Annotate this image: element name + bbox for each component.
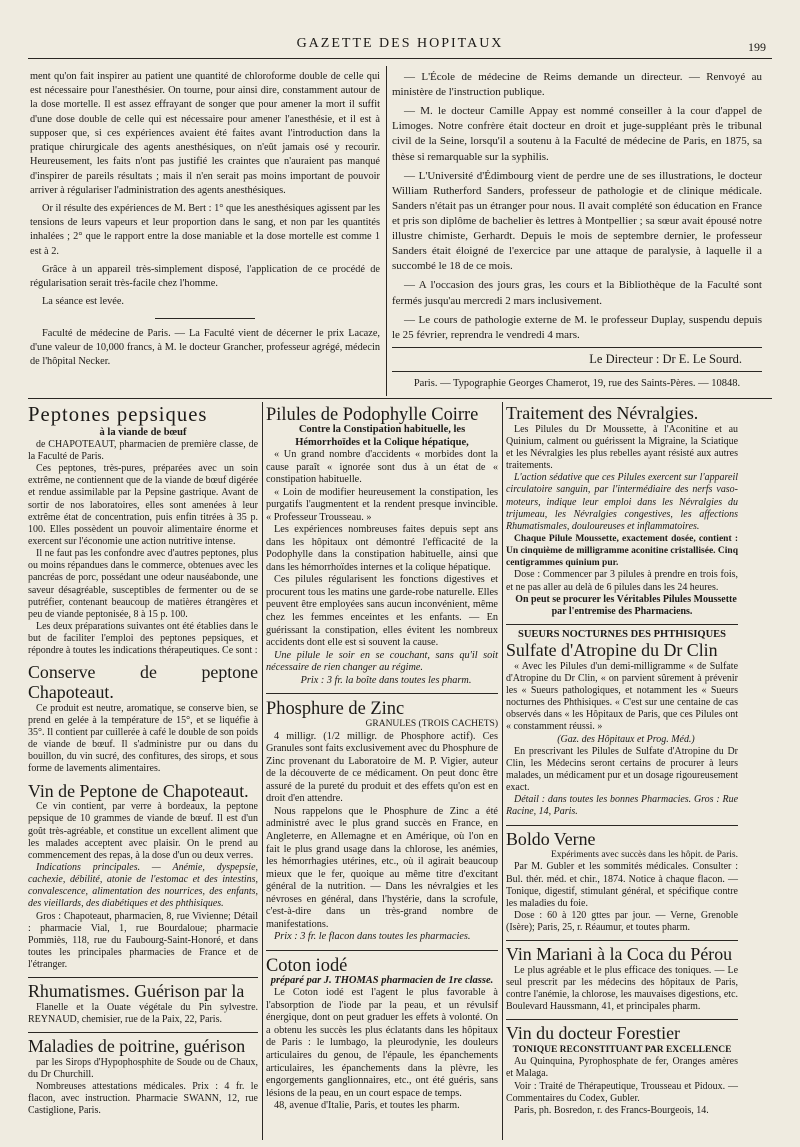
ad-conserve-peptone bbox=[28, 663, 258, 775]
ad-text: « Avec les Pilules d'un demi-milligramme « de Sulfate d'Atropine du Dr Clin, « on parvient sûrement à prévenir les « Sueurs pathologiques, et notamment les « Sueurs nocturnes des Phthisiques. « C'est sur une centaine de cas observés dans « les Hôpitaux de Paris, que ces Pilules ont « constamment réussi. » bbox=[506, 660, 738, 733]
article-paragraph: Grâce à un appareil très-simplement disposé, l'application de ce procédé de régularisation serait très-facile chez l'homme. bbox=[30, 263, 380, 290]
ad-text: Paris, ph. Bosredon, r. des Francs-Bourgeois, 14. bbox=[514, 1104, 709, 1116]
ad-text: Il ne faut pas les confondre avec d'autres peptones, plus ou moins répandues dans le commerce, obtenues avec les pancréas de porc, possédant une odeur nauséabonde, une saveur désagréable, susceptibles de fermenter ou de se putréfier, contenant beaucoup de matières étrangères et peu de viande peptonisée, 8 à 15 p. 100. bbox=[28, 548, 258, 620]
ad-podophylle bbox=[266, 404, 498, 687]
imprint-line: Paris. — Typographie Georges Chamerot, 19, rue des Saints-Pères. — 10848. bbox=[413, 377, 741, 389]
ad-phosphure-zinc bbox=[266, 698, 498, 944]
ad-title: Pilules de Podophylle Coirre bbox=[266, 404, 479, 424]
ad-boldo-verne bbox=[506, 830, 738, 935]
ad-divider bbox=[506, 1019, 738, 1020]
ads-column-2 bbox=[266, 404, 498, 1119]
news-item: — L'École de médecine de Reims demande un directeur. — Renvoyé au ministère de l'instruction publique. bbox=[392, 71, 762, 99]
page-header bbox=[28, 30, 772, 56]
ad-text: On peut se procurer les Véritables Pilules Moussette par l'entremise des Pharmaciens. bbox=[515, 593, 737, 617]
ad-vin-mariani bbox=[506, 945, 738, 1013]
ad-text: « Loin de modifier heureusement la constipation, les purgatifs l'augmentent et la rendent presque invincible. « Professeur Trousseau. » bbox=[266, 486, 498, 523]
ad-text: Flanelle et la Ouate végétale du Pin sylvestre. REYNAUD, chemisier, rue de la Paix, 22, Paris. bbox=[28, 1001, 258, 1026]
news-item: — Le cours de pathologie externe de M. le professeur Duplay, suspendu depuis le 25 février, reprendra le vendredi 4 mars. bbox=[392, 313, 762, 341]
ad-text: Le Coton iodé est l'agent le plus favorable à l'absorption de l'iode par la peau, et un révulsif énergique, dont on peut graduer les effets à volonté. On a obtenu les succès les plus éclatants dans les hôpitaux de Paris : le lumbago, la pleurodynie, les douleurs articulaires du genou, de l'épaule, les épanchements articulaires, les épanchements dans la plèvre, les engorgements ganglionnaires, etc., ont été guéris, sans lésions de la peau, en un court espace de temps. bbox=[266, 987, 498, 1099]
ad-tag: Expériments avec succès dans les hôpit. de Paris. bbox=[550, 850, 738, 861]
ad-text: Dose : Commencer par 3 pilules à prendre en trois fois, et ne pas aller au delà de 6 pilules dans les 24 heures. bbox=[506, 569, 738, 593]
ad-text: Les Pilules du Dr Moussette, à l'Aconitine et au Quinium, calment ou guérissent la Migraine, la Sciatique et les Névralgies les plus rebelles ayant résisté aux autres traitements. bbox=[506, 423, 738, 472]
ad-title: Traitement des Névralgies. bbox=[506, 403, 699, 423]
article-paragraph: La séance est levée. bbox=[42, 296, 124, 308]
ad-text: Indications principales. — Anémie, dyspepsie, cachexie, débilité, atonie de l'estomac et des intestins, convalescence, alimentation des nourrices, des enfants, des vieillards, des diabétiques et des phthisiques. bbox=[28, 862, 258, 910]
header-rule bbox=[28, 58, 772, 59]
ad-title: Phosphure de Zinc bbox=[266, 698, 405, 719]
ad-text: Détail : dans toutes les bonnes Pharmacies. Gros : Rue Racine, 14, Paris. bbox=[506, 794, 738, 818]
ad-address: 48, avenue d'Italie, Paris, et toutes les pharm. bbox=[274, 1100, 460, 1112]
ad-text: 4 milligr. (1/2 milligr. de Phosphore actif). Ces Granules sont faits exclusivement avec du Phosphure de Zinc provenant du Laboratoire de M. P. Vigier, auteur de la découverte de ce médicament. On peut donc être assuré de la pureté du produit et des effets qu'on est en droit d'en attendre. bbox=[266, 730, 498, 805]
ad-title: Sulfate d'Atropine du Dr Clin bbox=[506, 640, 718, 661]
director-signature: Le Directeur : Dr E. Le Sourd. bbox=[589, 351, 742, 366]
article-paragraph: Or il résulte des expériences de M. Bert : 1° que les anesthésiques agissent par les tensions de leurs vapeurs et leur proportion dans le sang, et non par les quantités inhalées ; 2° que le rapport entre la dose maniable et la dose mortelle est comme 1 est à 2. bbox=[30, 202, 380, 257]
ad-divider bbox=[28, 977, 258, 978]
ad-title: Vin du docteur Forestier bbox=[506, 1023, 681, 1044]
ad-text: Nombreuses attestations médicales. Prix : 4 fr. le flacon, avec instruction. Pharmacie SWANN, 12, rue Castiglione, Paris. bbox=[28, 1081, 258, 1117]
ad-title: Maladies de poitrine, guérison bbox=[28, 1036, 246, 1057]
ad-text: Au Quinquina, Pyrophosphate de fer, Oranges amères et Malaga. bbox=[506, 1056, 738, 1080]
ad-text: Les deux préparations suivantes ont été établies dans le but de faciliter l'emploi des peptones pepsiques, et répondre à toutes les indications thérapeutiques. Ce sont : bbox=[28, 621, 258, 657]
ad-price: Prix : 3 fr. le flacon dans toutes les pharmacies. bbox=[274, 931, 471, 943]
news-item: — M. le docteur Camille Appay est nommé conseiller à la cour d'appel de Limoges. Notre confrère était docteur en droit et juge-suppléant près le tribunal civil de la Seine, lorsqu'il a soutenu à la Faculté de médecine de Paris, en 1875, sa thèse si remarquable sur la syphilis. bbox=[392, 105, 762, 163]
ad-subtitle: TONIQUE RECONSTITUANT PAR EXCELLENCE bbox=[512, 1045, 732, 1056]
ads-divider-1 bbox=[262, 402, 263, 1140]
ad-title: Coton iodé bbox=[266, 954, 348, 975]
ad-nevralgies bbox=[506, 404, 738, 618]
ad-text: Dose : 60 à 120 gttes par jour. — Verne, Grenoble (Isère); Paris, 25, r. Réaumur, et toutes pharm. bbox=[506, 909, 738, 934]
ad-text: Par M. Gubler et les sommités médicales. Consulter : Bul. thér. méd. et chir., 1874. Notice à chaque flacon. — Tonique, digestif, stimulant général, et spécifique contre les maladies du foie. bbox=[506, 861, 738, 909]
ad-vin-peptone bbox=[28, 782, 258, 972]
ad-title: Conserve de peptone Chapoteaut. bbox=[28, 662, 258, 703]
section-divider bbox=[155, 318, 255, 319]
journal-title: GAZETTE DES HOPITAUX bbox=[296, 36, 504, 51]
ads-column-3 bbox=[506, 404, 738, 1123]
ad-text: Voir : Traité de Thérapeutique, Trousseau et Pidoux. — Commentaires du Codex, Gubler. bbox=[506, 1080, 738, 1104]
ad-text: Nous rappelons que le Phosphure de Zinc a été administré avec le plus grand succès en France, en Angleterre, en Allemagne et en Amérique, où l'on en fait le plus grand usage dans la chlorose, les anémies, les hémorrhagies utérines, etc., où il agirait beaucoup mieux que le fer, quoique au même titre d'excitant général de la nutrition. — Dans les névralgies et les névroses en général, dans l'hystérie, dans la scrofule, c'est-à-dire dans un très-grand nombre de manifestations. bbox=[266, 805, 498, 930]
faculty-news: Faculté de médecine de Paris. — La Faculté vient de décerner le prix Lacaze, d'une valeur de 10,000 francs, à M. le docteur Grancher, professeur agrégé, médecin de l'hôpital Necker. bbox=[30, 327, 380, 367]
ads-top-rule bbox=[28, 398, 772, 399]
ad-divider bbox=[28, 1032, 258, 1033]
ad-divider bbox=[506, 825, 738, 826]
ad-text: Ce produit est neutre, aromatique, se conserve bien, se prend en gelée à la température de 15°, et se liquéfie à 35°. Il contient par cuillerée à café le double de son poids de viande de bœuf. Il s'administre pur ou dans du bouillon, du vin sucré, des confitures, des sirops, et sous forme de lavements alimentaires. bbox=[28, 702, 258, 775]
ad-atropine bbox=[506, 629, 738, 819]
ad-subtitle: Contre la Constipation habituelle, les Hémorrhoïdes et la Colique hépatique, bbox=[295, 424, 469, 448]
ad-text: Ce vin contient, par verre à bordeaux, la peptone pepsique de 10 grammes de viande de bœuf. Il est d'un goût très-agréable, et constitue un excellent aliment que les malades acceptent avec plaisir. On le prend au commencement des repas, à la dose d'un ou deux verres. bbox=[28, 801, 258, 861]
ad-text: Le plus agréable et le plus efficace des toniques. — Le seul prescrit par les médecins des hôpitaux de Paris, contre l'anémie, la chlorose, les mauvaises digestions, etc. Boulevard Haussmann, 41, et principales pharm. bbox=[506, 964, 738, 1013]
article-right-column bbox=[392, 70, 762, 391]
ad-title: Rhumatismes. Guérison par la bbox=[28, 981, 245, 1002]
ad-divider bbox=[506, 624, 738, 625]
ad-title: Vin Mariani à la Coca du Pérou bbox=[506, 944, 733, 965]
director-rule bbox=[392, 347, 762, 348]
ad-text: Chaque Pilule Moussette, exactement dosée, contient : Un cinquième de milligramme aconitine cristallisée. Cinq centigrammes quinium pur. bbox=[506, 533, 738, 569]
column-divider bbox=[386, 66, 387, 396]
ads-divider-2 bbox=[502, 402, 503, 1140]
article-left-column bbox=[30, 70, 380, 373]
ad-title: Boldo Verne bbox=[506, 828, 596, 849]
news-item: — L'Université d'Édimbourg vient de perdre une de ses illustrations, le docteur William Rutherford Sanders, professeur de pathologie et de clinique médicale. Sanders n'était pas un étranger pour nous. Il avait complété son éducation en France et pris son diplôme de bachelier ès lettres à Montpellier ; sa sœur avait épousé notre illustre chimiste, Gerhardt. Depuis le mois de septembre dernier, le professeur Sanders était éloigné de l'exercice par une attaque de paralysie, à laquelle il a succombé le 18 de ce mois. bbox=[392, 169, 762, 273]
ad-tag: GRANULES (TROIS CACHETS) bbox=[365, 719, 498, 730]
ad-peptones bbox=[28, 404, 258, 657]
ad-subtitle: SUEURS NOCTURNES DES PHTHISIQUES bbox=[517, 628, 727, 640]
ad-rhumatismes bbox=[28, 982, 258, 1026]
article-paragraph: ment qu'on fait inspirer au patient une quantité de chloroforme double de celle qui est nécessaire pour l'anesthésier. On tourne, pour ainsi dire, constamment autour de la dose mortelle. Il est assez effrayant de songer que pour amener la mort il suffit d'une dose double de celle qui est nécessaire pour amener l'anesthésie, et il est à supposer que, si ces expériences avaient été faites avant l'introduction dans la pratique chirurgicale des agents anesthésiques, on n'eût jamais osé y recourir. Heureusement, les faits n'ont pas justifié les craintes que n'auraient pas manqué d'inspirer de pareils résultats ; mais il n'en serait pas moins important de pouvoir arriver à régulariser l'administration des agents anesthésiques. bbox=[30, 71, 380, 196]
page-number: 199 bbox=[748, 40, 766, 54]
ad-text: de CHAPOTEAUT, pharmacien de première classe, de la Faculté de Paris. bbox=[28, 438, 258, 463]
ad-title: Vin de Peptone de Chapoteaut. bbox=[28, 780, 249, 801]
ad-divider bbox=[266, 693, 498, 694]
ad-subtitle: préparé par J. THOMAS pharmacien de 1re classe. bbox=[270, 974, 494, 986]
ad-divider bbox=[266, 950, 498, 951]
ad-text: Les expériences nombreuses faites depuis sept ans dans les hôpitaux ont démontré l'efficacité de la Podophylle dans la constipation habituelle, ainsi que dans les hémorrhoïdes internes et la colique hépatique. bbox=[266, 524, 498, 573]
ad-divider bbox=[506, 940, 738, 941]
ad-text: « Un grand nombre d'accidents « morbides dont la cause paraît « ignorée sont dus à un état de « constipation habituelle. bbox=[266, 449, 498, 486]
ad-coton-iode bbox=[266, 955, 498, 1113]
ad-price: Prix : 3 fr. la boîte dans toutes les pharm. bbox=[300, 674, 472, 686]
imprint-rule bbox=[392, 371, 762, 372]
ad-text: Une pilule le soir en se couchant, sans qu'il soit nécessaire de rien changer au régime. bbox=[266, 649, 498, 674]
news-item: — A l'occasion des jours gras, les cours et la Bibliothèque de la Faculté sont fermés jusqu'au mercredi 2 mars inclusivement. bbox=[392, 279, 762, 307]
ad-text: Ces peptones, très-pures, préparées avec un soin extrême, ne contiennent que de la viande de bœuf digérée et rendue assimilable par la Pepsine gastrique. Avant de sortir de nos laboratoires, elles sont amenées à leur extrême état de concentration, puis enfin titrées à 35 p. 100. Elles possèdent un pouvoir alimentaire énorme et exercent sur l'économie une action nutritive intense. bbox=[28, 463, 258, 548]
ad-title: Peptones pepsiques bbox=[28, 404, 208, 426]
ad-vin-forestier bbox=[506, 1024, 738, 1117]
ad-text: (Gaz. des Hôpitaux et Prog. Méd.) bbox=[557, 733, 695, 745]
ad-subtitle: à la viande de bœuf bbox=[99, 426, 187, 438]
ad-text: Ces pilules régularisent les fonctions digestives et procurent tous les matins une garde-robe naturelle. Elles peuvent être employées sans aucun inconvénient, même chez les femmes enceintes et les enfants. — En guérissant la constipation, elles évitent les nombreux accidents dont elle est si souvent la cause. bbox=[266, 574, 498, 649]
ad-text: L'action sédative que ces Pilules exercent sur l'appareil circulatoire sanguin, par l'intermédiaire des nerfs vaso-moteurs, indique leur emploi dans les Névralgies du trijumeau, les Névralgies congestives, les affections Rhumatismales, douloureuses et inflammatoires. bbox=[506, 472, 738, 532]
ad-text: Gros : Chapoteaut, pharmacien, 8, rue Vivienne; Détail : pharmacie Vial, 1, rue Bourdaloue; pharmacie Pommiès, 118, rue du Faubourg-Saint-Honoré, et dans toutes les principales pharmacies de France et de l'étranger. bbox=[28, 910, 258, 971]
ads-column-1 bbox=[28, 404, 258, 1124]
ad-text: En prescrivant les Pilules de Sulfate d'Atropine du Dr Clin, les Médecins seront certains de procurer à leurs malades, un médicament pur et un dosage rigoureusement exact. bbox=[506, 745, 738, 794]
ad-text: par les Sirops d'Hypophosphite de Soude ou de Chaux, du Dr Churchill. bbox=[28, 1056, 258, 1081]
ad-maladies-poitrine bbox=[28, 1037, 258, 1117]
